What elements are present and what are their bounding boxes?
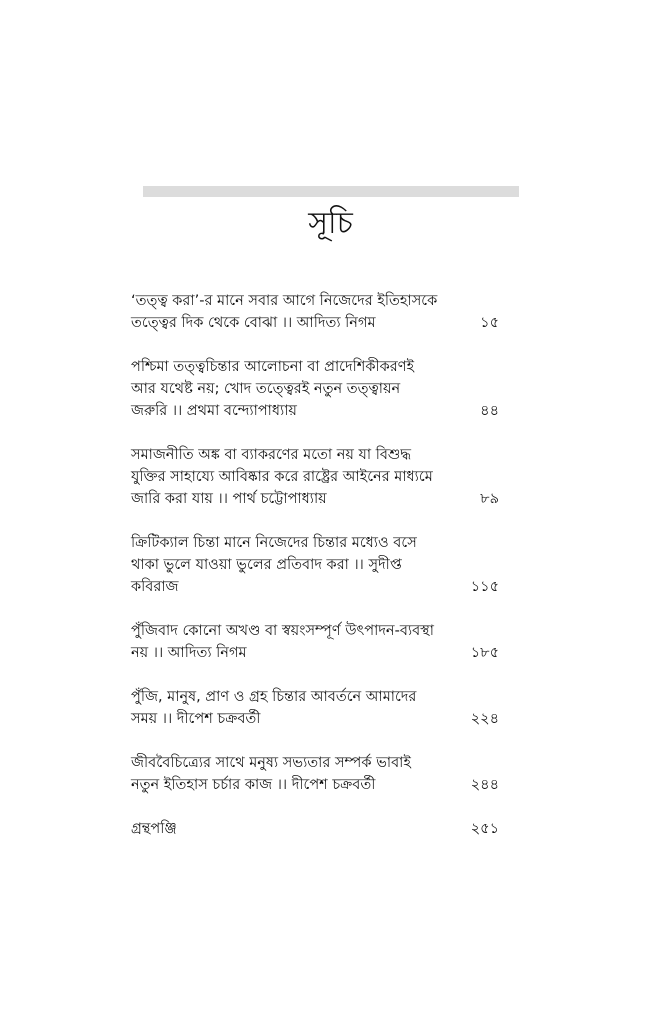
toc-entry-title: পুঁজি, মানুষ, প্রাণ ও গ্রহ চিন্তার আবর্তনে আমাদের সময় ।। দীপেশ চক্রবর্তী [131,689,417,727]
toc-entry-page: ২৫১ [470,821,499,837]
toc-entry[interactable] [131,620,499,664]
toc-entry-page: ৪৪ [480,403,499,419]
toc-entry-page: ২৪৪ [470,777,499,793]
toc-entry-bibliography[interactable] [131,818,499,840]
toc-entry-title: জীববৈচিত্র্যের সাথে মনুষ্য সভ্যতার সম্পর্ক ভাবাই নতুন ইতিহাস চর্চার কাজ ।। দীপেশ চক্রবর্তী [131,755,411,793]
toc-entry[interactable] [131,686,499,730]
toc-entry[interactable] [131,290,499,334]
toc-entry-title: ‘তত্ত্ব করা’-র মানে সবার আগে নিজেদের ইতিহাসকে তত্ত্বের দিক থেকে বোঝা ।। আদিত্য নিগম [131,293,438,331]
toc-entry[interactable] [131,444,499,510]
toc-entry-title: পশ্চিমা তত্ত্বচিন্তার আলোচনা বা প্রাদেশিকীকরণই আর যথেষ্ট নয়; খোদ তত্ত্বেরই নতুন তত্ত্বায়ন জরুরি ।। প্রথমা বন্দ্যোপাধ্যায় [131,359,415,419]
toc-entry-title: সমাজনীতি অঙ্ক বা ব্যাকরণের মতো নয় যা বিশুদ্ধ যুক্তির সাহায্যে আবিষ্কার করে রাষ্ট্রের আইনের মাধ্যমে জারি করা যায় ।। পার্থ চট্টোপাধ্যায় [131,447,433,507]
table-of-contents [131,290,499,862]
toc-entry-page: ১১৫ [470,579,499,595]
toc-entry-title: গ্রন্থপঞ্জি [131,821,177,837]
toc-entry-title: পুঁজিবাদ কোনো অখণ্ড বা স্বয়ংসম্পূর্ণ উৎপাদন-ব্যবস্থা নয় ।। আদিত্য নিগম [131,623,434,661]
toc-entry-page: ১৮৫ [470,645,499,661]
toc-entry-title: ক্রিটিক্যাল চিন্তা মানে নিজেদের চিন্তার মধ্যেও বসে থাকা ভুলে যাওয়া ভুলের প্রতিবাদ করা ।। সুদীপ্ত কবিরাজ [131,535,417,595]
toc-entry[interactable] [131,752,499,796]
toc-entry-page: ১৫ [480,315,499,331]
page-title: সূচি [308,206,353,241]
toc-entry[interactable] [131,532,499,598]
toc-entry[interactable] [131,356,499,422]
toc-entry-page: ৮৯ [480,491,499,507]
header-rule [143,186,519,197]
toc-entry-page: ২২৪ [470,711,499,727]
